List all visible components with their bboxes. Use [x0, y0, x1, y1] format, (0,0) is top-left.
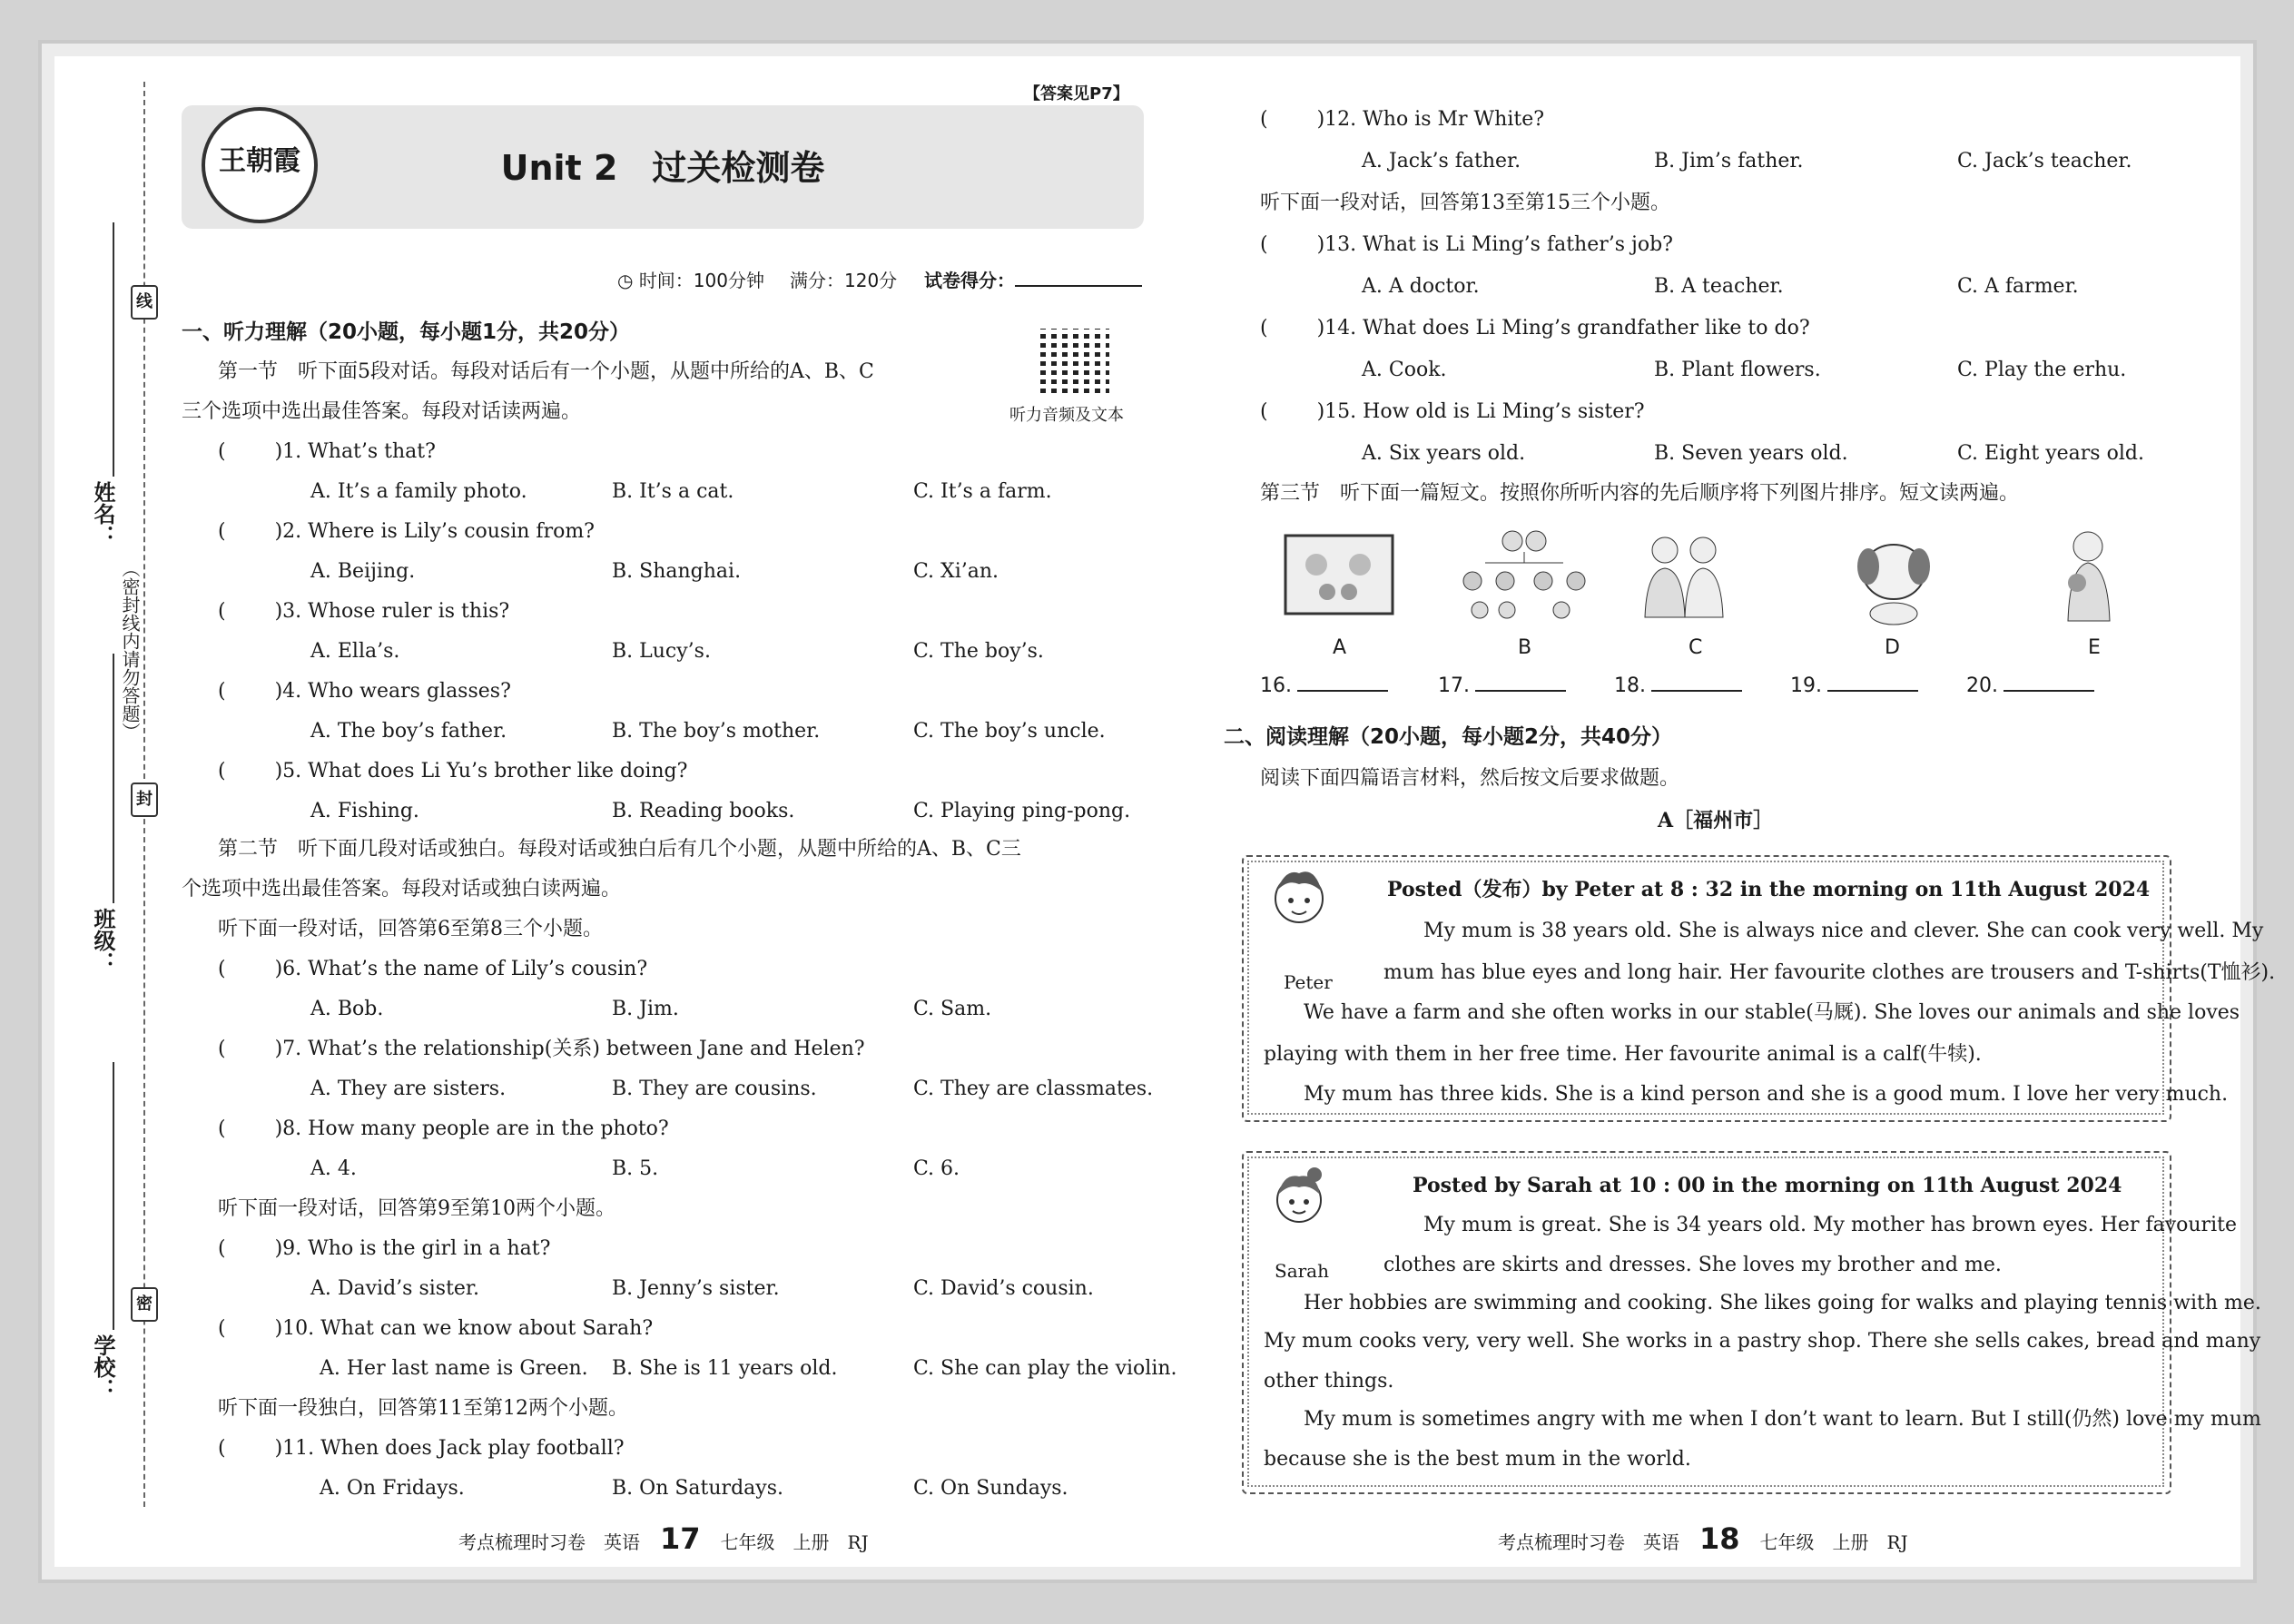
q10-option-a: A. Her last name is Green. — [320, 1357, 588, 1380]
q13-option-a: A. A doctor. — [1362, 275, 1480, 298]
sarah-text-4: My mum cooks very, very well. She works in a pastry shop. There she sells cakes, bread and many — [1264, 1330, 2261, 1353]
q2-option-a: A. Beijing. — [310, 560, 416, 583]
q6-option-c: C. Sam. — [913, 998, 992, 1020]
sarah-text-7: because she is the best mum in the world. — [1264, 1448, 1691, 1471]
picture-e-girl-with-bear — [2068, 532, 2110, 621]
qr-label: 听力音频及文本 — [1009, 406, 1124, 425]
peter-text-2: mum has blue eyes and long hair. Her favourite clothes are trousers and T-shirts(T恤衫). — [1383, 961, 2276, 984]
q14-option-c: C. Play the erhu. — [1957, 359, 2127, 381]
peter-text-3: We have a farm and she often works in our stable(马厩). She loves our animals and she loves — [1304, 1001, 2240, 1024]
q5-option-b: B. Reading books. — [612, 800, 795, 822]
q5-option-c: C. Playing ping-pong. — [913, 800, 1131, 822]
sarah-text-5: other things. — [1264, 1370, 1394, 1393]
class-line — [113, 654, 114, 903]
q1-option-b: B. It’s a cat. — [612, 480, 734, 503]
question-12: ( )12. Who is Mr White? — [1260, 108, 1545, 131]
sarah-avatar — [1267, 1164, 1331, 1245]
publisher-logo: 王朝霞 — [202, 107, 318, 223]
class-label: 班级： — [90, 908, 115, 973]
name-label: 姓名： — [90, 481, 115, 546]
q6-option-b: B. Jim. — [612, 998, 679, 1020]
school-line — [113, 1062, 114, 1330]
question-4: ( )4. Who wears glasses? — [218, 680, 511, 703]
school-label: 学校： — [90, 1334, 115, 1400]
sarah-post-inner-border — [1247, 1156, 2164, 1487]
q15-option-b: B. Seven years old. — [1654, 442, 1848, 465]
q4-option-a: A. The boy’s father. — [310, 720, 507, 743]
footer-left: 考点梳理时习卷 英语 17 七年级 上册 RJ — [458, 1521, 869, 1556]
time-limit: ◷ 时间：100分钟 — [617, 270, 764, 291]
q13-option-c: C. A farmer. — [1957, 275, 2079, 298]
q7-option-b: B. They are cousins. — [612, 1078, 817, 1100]
q4-option-b: B. The boy’s mother. — [612, 720, 821, 743]
answer-blank-19[interactable]: 19. — [1790, 674, 1918, 699]
passage-a-label: A［福州市］ — [1658, 809, 1774, 832]
line-mark: 线 — [131, 285, 158, 320]
intro-9-10: 听下面一段对话，回答第9至第10两个小题。 — [218, 1197, 615, 1220]
q13-option-b: B. A teacher. — [1654, 275, 1784, 298]
picture-label-c: C — [1689, 636, 1703, 659]
question-2: ( )2. Where is Lily’s cousin from? — [218, 520, 595, 543]
q15-option-c: C. Eight years old. — [1957, 442, 2144, 465]
q14-option-a: A. Cook. — [1362, 359, 1447, 381]
sarah-text-6: My mum is sometimes angry with me when I don’t want to learn. But I still(仍然) love my mum — [1304, 1408, 2261, 1431]
question-6: ( )6. What’s the name of Lily’s cousin? — [218, 958, 648, 980]
picture-label-b: B — [1518, 636, 1532, 659]
seal-mark: 封 — [131, 782, 158, 817]
peter-text-1: My mum is 38 years old. She is always nice and clever. She can cook very well. My — [1423, 920, 2264, 942]
title-banner — [182, 105, 1144, 229]
qr-code[interactable] — [1040, 329, 1109, 398]
sarah-name: Sarah — [1275, 1260, 1329, 1282]
picture-d-dog — [1857, 545, 1930, 625]
intro-6-8: 听下面一段对话，回答第6至第8三个小题。 — [218, 918, 603, 940]
q8-option-c: C. 6. — [913, 1157, 960, 1180]
part2-instruction-1: 第二节 听下面几段对话或独白。每段对话或独白后有几个小题，从题中所给的A、B、C三 — [218, 838, 1021, 861]
q5-option-a: A. Fishing. — [310, 800, 419, 822]
q15-option-a: A. Six years old. — [1362, 442, 1526, 465]
q11-option-a: A. On Fridays. — [320, 1477, 465, 1500]
q12-option-c: C. Jack’s teacher. — [1957, 150, 2132, 172]
question-15: ( )15. How old is Li Ming’s sister? — [1260, 400, 1645, 423]
answer-blank-18[interactable]: 18. — [1614, 674, 1742, 699]
q4-option-c: C. The boy’s uncle. — [913, 720, 1106, 743]
q9-option-c: C. David’s cousin. — [913, 1277, 1094, 1300]
q12-option-b: B. Jim’s father. — [1654, 150, 1804, 172]
picture-a-family-photo — [1285, 536, 1393, 614]
answer-blank-17[interactable]: 17. — [1438, 674, 1566, 699]
section2-heading: 二、阅读理解（20小题，每小题2分，共40分） — [1224, 725, 1673, 749]
q1-option-c: C. It’s a farm. — [913, 480, 1052, 503]
q7-option-a: A. They are sisters. — [310, 1078, 507, 1100]
sarah-post-title: Posted by Sarah at 10 : 00 in the morning on 11th August 2024 — [1413, 1174, 2122, 1197]
picture-c-couple — [1645, 537, 1723, 617]
peter-text-4: playing with them in her free time. Her favourite animal is a calf(牛犊). — [1264, 1043, 1982, 1066]
part2-instruction-2: 个选项中选出最佳答案。每段对话或独白读两遍。 — [182, 878, 622, 901]
answer-blank-16[interactable]: 16. — [1260, 674, 1388, 699]
q10-option-b: B. She is 11 years old. — [612, 1357, 838, 1380]
section1-heading: 一、听力理解（20小题，每小题1分，共20分） — [182, 320, 631, 344]
q2-option-c: C. Xi’an. — [913, 560, 999, 583]
picture-b-family-tree — [1463, 531, 1585, 618]
sarah-text-1: My mum is great. She is 34 years old. My mother has brown eyes. Her favourite — [1423, 1214, 2237, 1236]
full-score: 满分：120分 — [790, 270, 898, 291]
q3-option-a: A. Ella’s. — [310, 640, 400, 663]
sarah-text-3: Her hobbies are swimming and cooking. She likes going for walks and playing tennis with me. — [1304, 1292, 2261, 1314]
q6-option-a: A. Bob. — [310, 998, 384, 1020]
part1-instruction-2: 三个选项中选出最佳答案。每段对话读两遍。 — [182, 400, 582, 423]
question-3: ( )3. Whose ruler is this? — [218, 600, 510, 623]
intro-13-15: 听下面一段对话，回答第13至第15三个小题。 — [1260, 192, 1670, 214]
name-line — [113, 222, 114, 477]
q2-option-b: B. Shanghai. — [612, 560, 742, 583]
picture-label-e: E — [2088, 636, 2101, 659]
peter-post-title: Posted（发布）by Peter at 8 : 32 in the morning on 11th August 2024 — [1387, 878, 2151, 901]
peter-avatar — [1267, 864, 1331, 946]
sarah-text-2: clothes are skirts and dresses. She loves my brother and me. — [1383, 1254, 2002, 1276]
binding-note: （密封线内请勿答题） — [119, 559, 141, 741]
answer-ref: 【答案见P7】 — [1024, 84, 1129, 103]
q11-option-c: C. On Sundays. — [913, 1477, 1068, 1500]
question-13: ( )13. What is Li Ming’s father’s job? — [1260, 233, 1673, 256]
part1-instruction-1: 第一节 听下面5段对话。每段对话后有一个小题，从题中所给的A、B、C — [218, 360, 874, 383]
q11-option-b: B. On Saturdays. — [612, 1477, 783, 1500]
q1-option-a: A. It’s a family photo. — [310, 480, 527, 503]
question-9: ( )9. Who is the girl in a hat? — [218, 1237, 551, 1260]
q3-option-c: C. The boy’s. — [913, 640, 1044, 663]
q14-option-b: B. Plant flowers. — [1654, 359, 1821, 381]
section2-intro: 阅读下面四篇语言材料，然后按文后要求做题。 — [1260, 767, 1680, 790]
q8-option-a: A. 4. — [310, 1157, 357, 1180]
page-title: Unit 2 过关检测卷 — [500, 148, 825, 188]
picture-row — [1280, 527, 2206, 635]
intro-11-12: 听下面一段独白，回答第11至第12两个小题。 — [218, 1397, 628, 1420]
footer-right: 考点梳理时习卷 英语 18 七年级 上册 RJ — [1498, 1521, 1908, 1556]
peter-text-5: My mum has three kids. She is a kind person and she is a good mum. I love her very much. — [1304, 1083, 2229, 1106]
question-11: ( )11. When does Jack play football? — [218, 1437, 625, 1460]
q10-option-c: C. She can play the violin. — [913, 1357, 1177, 1380]
answer-blank-20[interactable]: 20. — [1966, 674, 2094, 699]
q3-option-b: B. Lucy’s. — [612, 640, 711, 663]
question-10: ( )10. What can we know about Sarah? — [218, 1317, 654, 1340]
score-label: 试卷得分： — [924, 268, 1142, 293]
peter-name: Peter — [1284, 971, 1333, 993]
q8-option-b: B. 5. — [612, 1157, 659, 1180]
q9-option-b: B. Jenny’s sister. — [612, 1277, 780, 1300]
picture-label-d: D — [1885, 636, 1900, 659]
question-1: ( )1. What’s that? — [218, 440, 436, 463]
q12-option-a: A. Jack’s father. — [1362, 150, 1521, 172]
part3-instruction: 第三节 听下面一篇短文。按照你所听内容的先后顺序将下列图片排序。短文读两遍。 — [1260, 482, 2020, 505]
question-8: ( )8. How many people are in the photo? — [218, 1117, 669, 1140]
q9-option-a: A. David’s sister. — [310, 1277, 480, 1300]
question-5: ( )5. What does Li Yu’s brother like doing? — [218, 760, 688, 782]
close-mark: 密 — [131, 1287, 158, 1322]
q7-option-c: C. They are classmates. — [913, 1078, 1154, 1100]
picture-label-a: A — [1333, 636, 1347, 659]
question-14: ( )14. What does Li Ming’s grandfather like to do? — [1260, 317, 1810, 340]
question-7: ( )7. What’s the relationship(关系) between Jane and Helen? — [218, 1038, 865, 1060]
